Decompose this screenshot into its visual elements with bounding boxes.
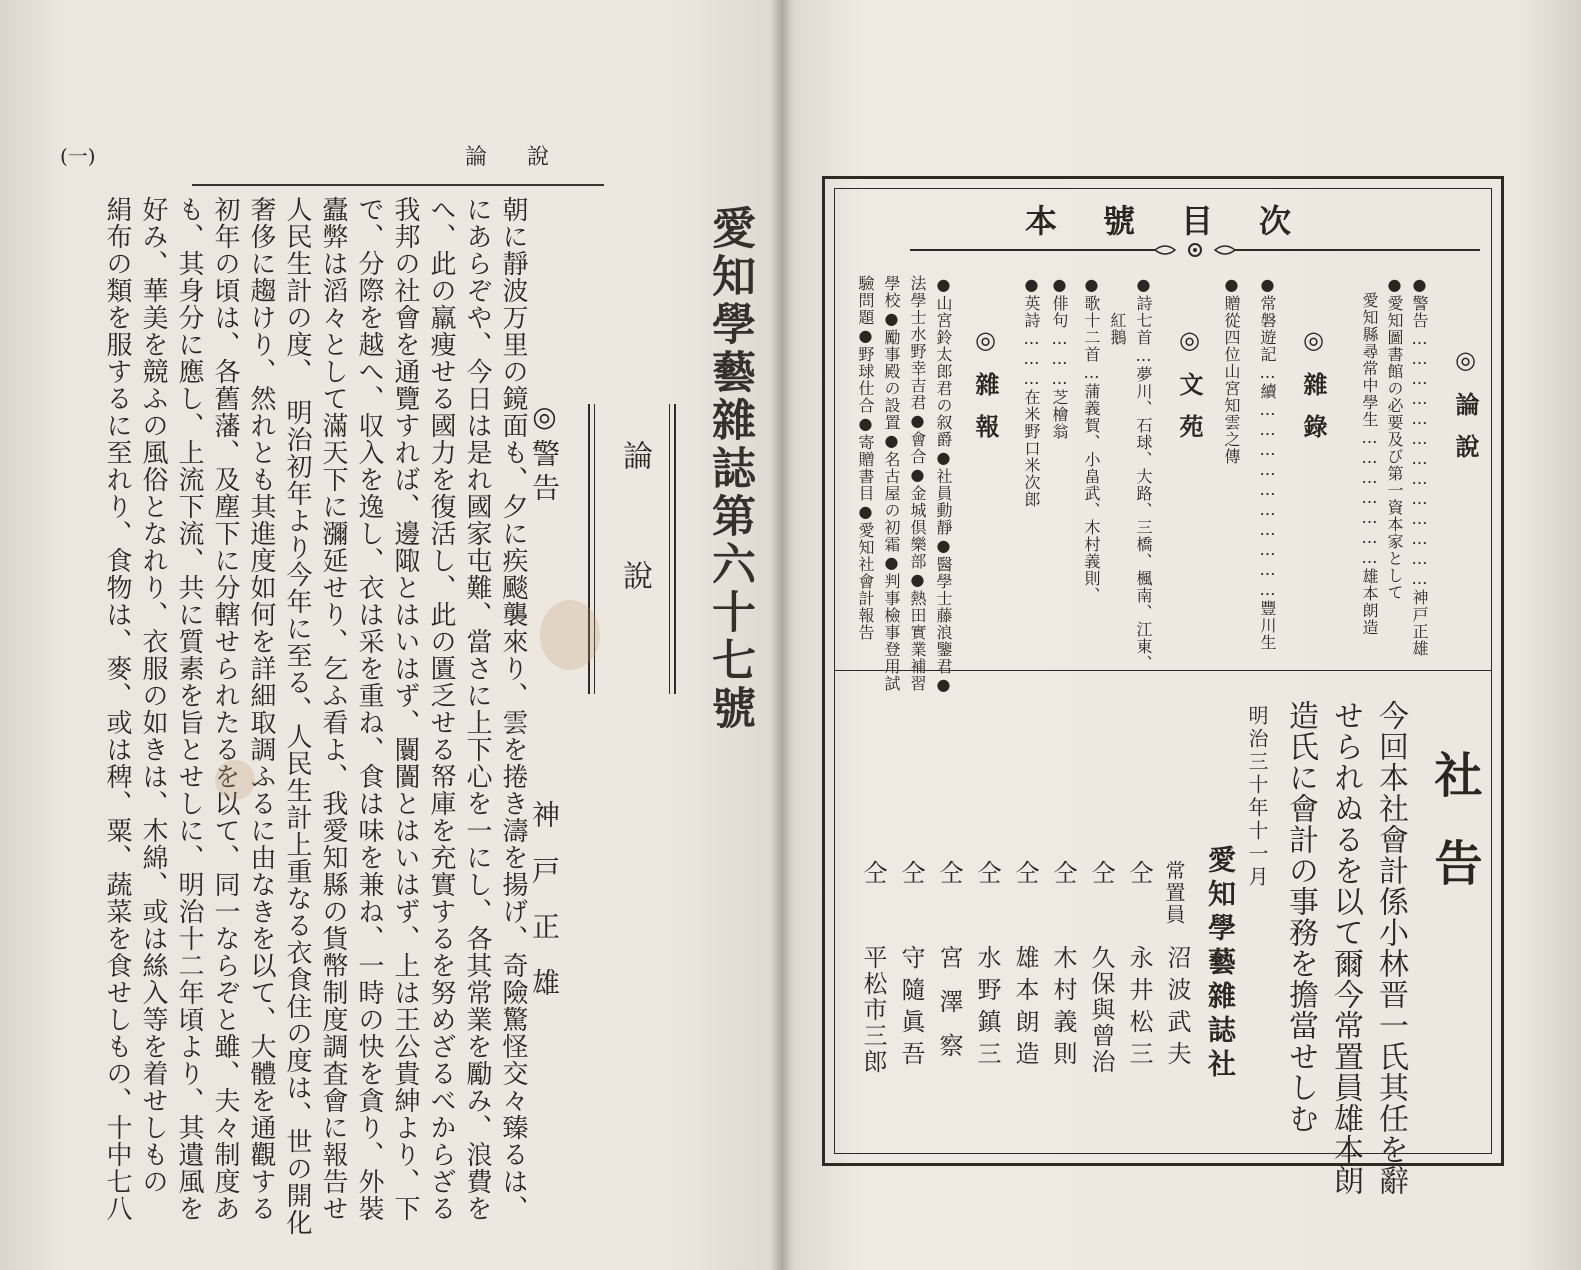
page-number: (一) <box>60 144 96 168</box>
notice-line: 造氏に會計の事務を擔當せしむ <box>1283 700 1318 1134</box>
toc-entry: ●英詩………在米野口米次郎 <box>1022 275 1041 508</box>
toc-entry: ●詩七首…夢川、石球、大路、三橋、楓南、江東、 <box>1134 275 1153 672</box>
body-line: 朝に靜波万里の鏡面も、夕に疾颷襲來り、雲を捲き濤を揚げ、奇險驚怪交々臻るは、 <box>498 196 528 1222</box>
head-rule <box>192 184 604 186</box>
body-line: 絹布の類を服するに至れり、食物は、麥、或は稗、粟、蔬菜を食せしもの、十中七八 <box>102 196 132 1222</box>
body-line: 我邦の社會を通覽すれば、邊陬とはいはず、闤闠とはいはず、上は王公貴紳より、下 <box>390 196 420 1222</box>
body-line: で、分際を越へ、収入を逸し、衣は采を重ね、食は味を兼ね、一時の快を貪り、外裝 <box>354 196 384 1222</box>
staff-name: 雄本朗造 <box>1011 945 1039 1073</box>
frame-divider <box>834 670 1492 671</box>
paper-stain <box>540 600 600 670</box>
toc-entry: 紅鵝 <box>1108 295 1127 346</box>
article-author: 神戸正雄 <box>528 800 561 1024</box>
body-line: 人民生計の度、 明治初年より今年に至る、人民生計上重なる衣食住の度は、世の開化 <box>282 196 312 1236</box>
staff-name: 守隨眞吾 <box>897 945 925 1073</box>
toc-entry: ●警告…………………………………神戸正雄 <box>1410 275 1429 657</box>
notice-date: 明治三十年十一月 <box>1245 705 1269 889</box>
magazine-title: 愛知學藝雜誌第六十七號 <box>704 205 755 733</box>
toc-entry: 愛知縣尋常中學生…………………雄本朗造 <box>1360 275 1379 636</box>
body-line: も、其身分に應し、上流下流、共に質素を旨とせしに、明治十二年頃より、其遺風を <box>174 196 204 1222</box>
toc-entry: 法學士水野幸吉君●會合●金城倶樂部●熱田實業補習 <box>908 275 927 692</box>
body-line: 蠹弊は滔々として滿天下に瀰延せり、乞ふ看よ、我愛知縣の貨幣制度調査會に報告せ <box>318 196 348 1222</box>
ditto-mark: 仝 <box>973 860 1001 892</box>
toc-entry: ●歌十二首…蒲義賀、小畠武、木村義則、 <box>1082 275 1101 604</box>
toc-entry: ●俳句………芝檜翁 <box>1050 275 1069 440</box>
notice-line: 今回本社會計係小林晋一氏其任を辭 <box>1373 700 1408 1196</box>
body-line: 初年の頃は、各舊藩、及塵下に分轄せられたるを以て、同一ならぞと雖、夫々制度あ <box>210 196 240 1222</box>
body-line: へ、此の羸痩せる國力を復活し、此の匱乏せる帑庫を充實するを努めざるべからざる <box>426 196 456 1222</box>
notice-organization: 愛知學藝雜誌社 <box>1204 845 1237 1083</box>
body-line: 好み、華美を競ふの風俗となれり、衣服の如きは、木綿、或は絲入等を着せしもの <box>138 196 168 1195</box>
toc-entry: ●山宮鈴太郎君の叙爵●社員動靜●醫學士藤浪鑒君● <box>934 275 953 695</box>
toc-title: 本號目次 <box>1025 202 1338 240</box>
toc-section-heading: ◎雜錄 <box>1299 325 1328 456</box>
toc-entry: 驗問題●野球仕合●寄贈書目●愛知社會計報告 <box>856 275 875 641</box>
book-gutter <box>770 0 794 1270</box>
article-body <box>60 196 530 1236</box>
toc-section-heading: ◎論說 <box>1451 345 1480 476</box>
ditto-mark: 仝 <box>859 860 887 892</box>
staff-name: 水野鎮三 <box>973 945 1001 1073</box>
staff-name: 久保與曾治 <box>1087 945 1115 1075</box>
notice-line: せられぬるを以て爾今常置員雄本朗 <box>1328 700 1363 1196</box>
toc-entry: ●常磐遊記…續…………………………豐川生 <box>1258 275 1277 651</box>
toc-entry: 學校●勵事殿の設置●名古屋の初霜●判事檢事登用試 <box>882 275 901 692</box>
staff-name: 永井松三 <box>1125 945 1153 1073</box>
ditto-mark: 仝 <box>1087 860 1115 892</box>
article-heading: ◎警告 <box>528 400 561 507</box>
section-label: 論說 <box>617 440 652 680</box>
ditto-mark: 仝 <box>1125 860 1153 892</box>
ditto-mark: 仝 <box>1011 860 1039 892</box>
ditto-mark: 仝 <box>1049 860 1077 892</box>
staff-name: 沼波武夫 <box>1163 945 1191 1073</box>
ornamental-rule-icon <box>910 240 1480 260</box>
staff-name: 木村義則 <box>1049 945 1077 1073</box>
body-line: にあらぞや、今日は是れ國家屯難、當さに上下心を一にし、各其常業を勵み、浪費を <box>462 196 492 1222</box>
staff-name: 平松市三郎 <box>859 945 887 1075</box>
staff-name: 宮澤察 <box>935 945 963 1077</box>
paper-stain <box>215 760 255 800</box>
notice-title: 社告 <box>1426 750 1482 926</box>
body-line: 奢侈に趨けり、然れとも其進度如何を詳細取調ふるに由なきを以て、大體を通觀する <box>246 196 276 1222</box>
toc-section-heading: ◎雜報 <box>971 325 1000 456</box>
toc-section-heading: ◎文苑 <box>1175 325 1204 456</box>
staff-role: 常置員 <box>1162 860 1186 926</box>
toc-entry: ●贈從四位山宮知雲之傳 <box>1222 275 1241 465</box>
toc-entry: ●愛知圖書館の必要及び第一資本家として <box>1385 275 1404 601</box>
running-head: 論說 <box>465 145 590 170</box>
ditto-mark: 仝 <box>897 860 925 892</box>
ditto-mark: 仝 <box>935 860 963 892</box>
